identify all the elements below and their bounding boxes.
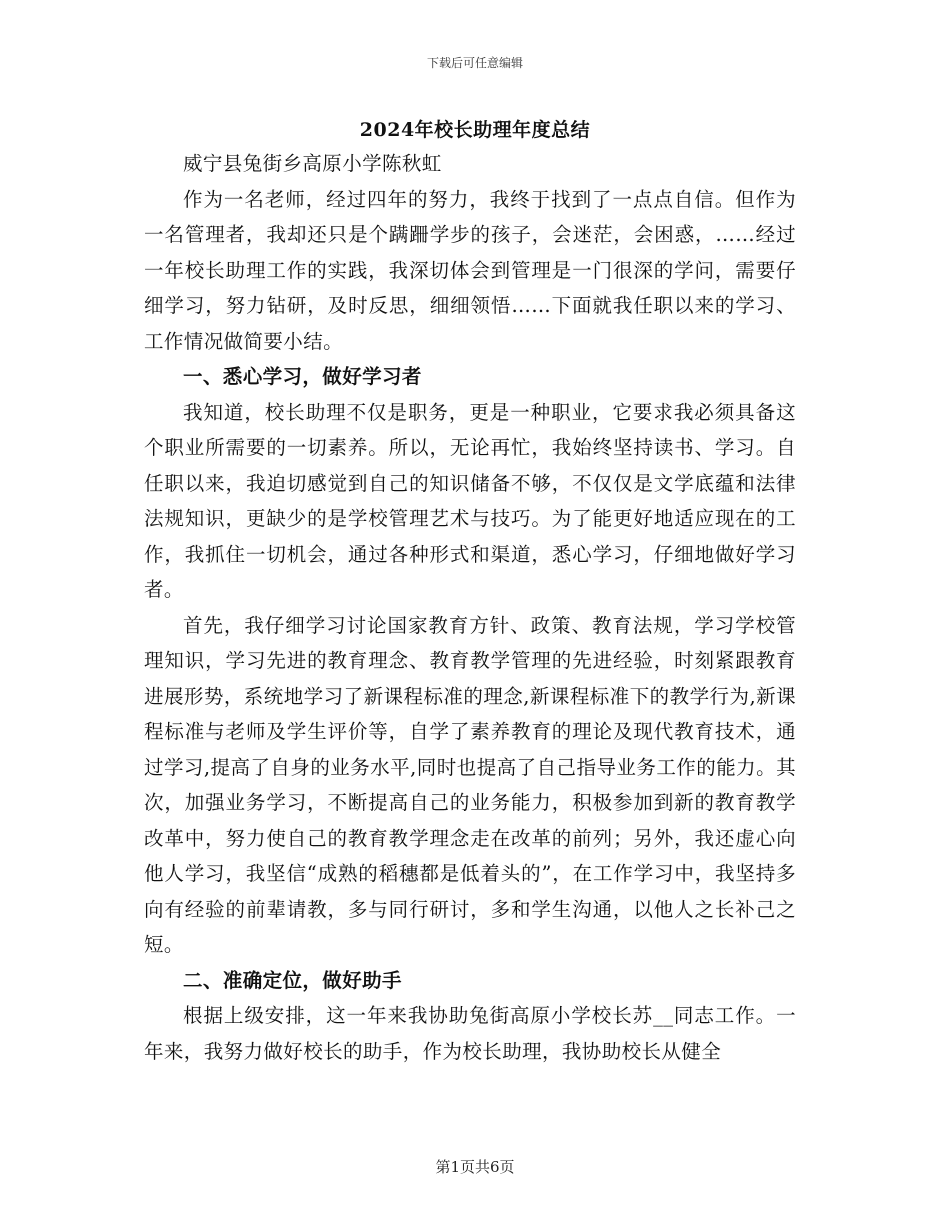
intro-paragraph: 作为一名老师，经过四年的努力，我终于找到了一点点自信。但作为一名管理者，我却还只是个蹒跚学步的孩子，会迷茫，会困惑，……经过一年校长助理工作的实践，我深切体会到管理是一门很深的学问，需要仔细学习，努力钻研，及时反思，细细领悟……下面就我任职以来的学习、工作情况做简要小结。 — [144, 187, 796, 353]
body-paragraph: 我知道，校长助理不仅是职务，更是一种职业，它要求我必须具备这个职业所需要的一切素养。所以，无论再忙，我始终坚持读书、学习。自任职以来，我迫切感觉到自己的知识储备不够，不仅仅是文学底蕴和法律法规知识，更缺少的是学校管理艺术与技巧。为了能更好地适应现在的工作，我抓住一切机会，通过各种形式和渠道，悉心学习，仔细地做好学习者。 — [144, 400, 796, 601]
section-heading-1: 一、悉心学习，做好学习者 — [183, 365, 422, 388]
body-paragraph: 根据上级安排，这一年来我协助兔街高原小学校长苏__同志工作。一年来，我努力做好校长的助手，作为校长助理，我协助校长从健全 — [144, 1004, 796, 1063]
body-paragraph: 首先，我仔细学习讨论国家教育方针、政策、教育法规，学习学校管理知识，学习先进的教育理念、教育教学管理的先进经验，时刻紧跟教育进展形势，系统地学习了新课程标准的理念,新课程标准下的教学行为,新课程标准与老师及学生评价等，自学了素养教育的理论及现代教育技术，通过学习,提高了自身的业务水平,同时也提高了自己指导业务工作的能力。其次，加强业务学习，不断提高自己的业务能力，积极参加到新的教育教学改革中，努力使自己的教育教学理念走在改革的前列；另外，我还虚心向他人学习，我坚信“成熟的稻穗都是低着头的”，在工作学习中，我坚持多向有经验的前辈请教，多与同行研讨，多和学生沟通，以他人之长补己之短。 — [144, 613, 796, 956]
document-body — [144, 146, 796, 1069]
page-number-footer: 第1页共6页 — [435, 1158, 515, 1176]
author-line: 威宁县兔街乡高原小学陈秋虹 — [183, 152, 442, 175]
document-title: 2024年校长助理年度总结 — [359, 119, 591, 141]
section-heading-2: 二、准确定位，做好助手 — [183, 968, 402, 992]
header-note: 下载后可任意编辑 — [426, 56, 523, 70]
